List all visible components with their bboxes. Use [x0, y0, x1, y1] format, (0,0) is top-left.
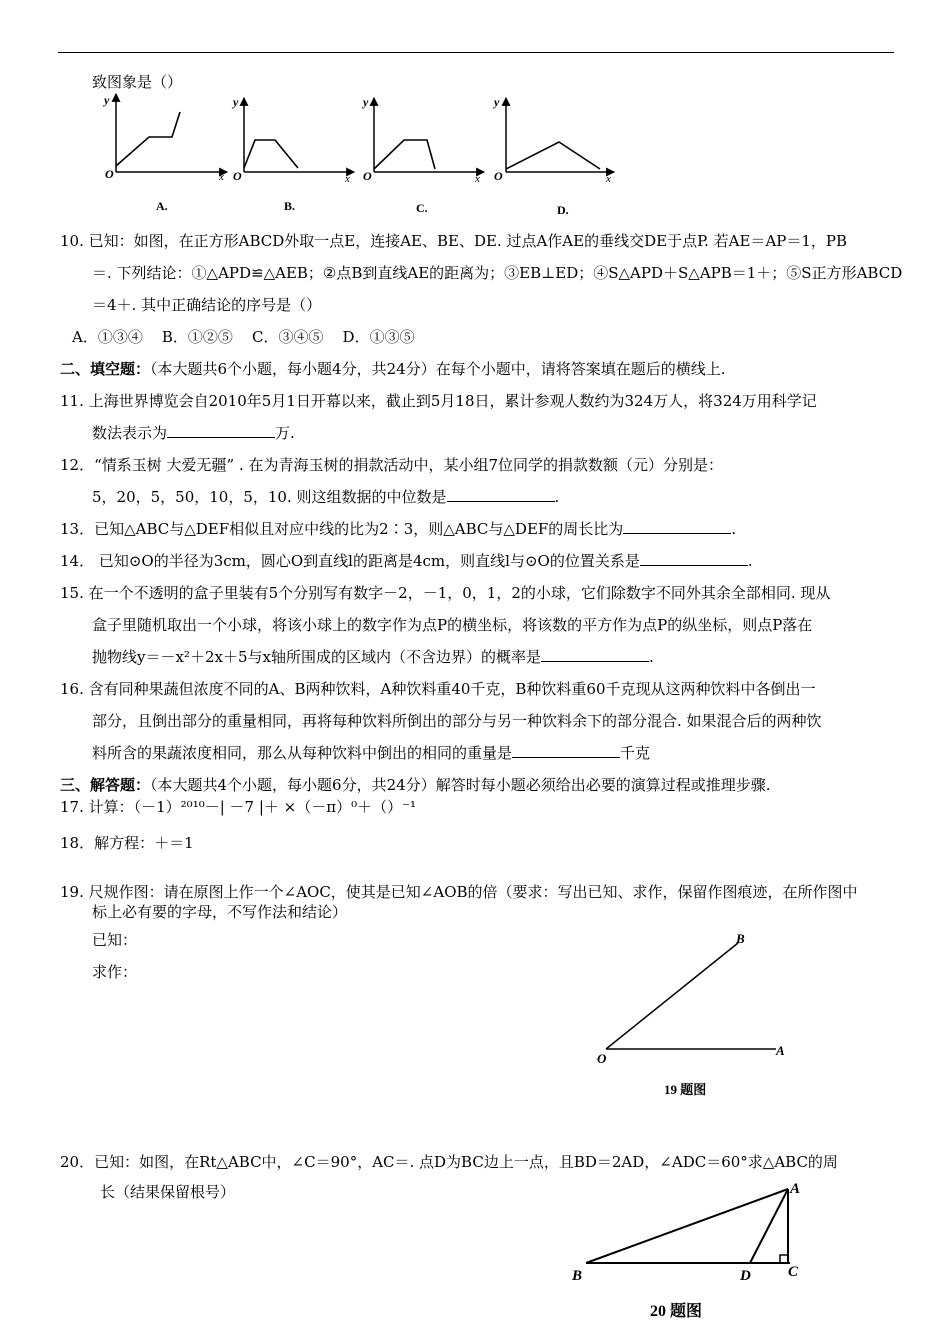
q11-text: 数法表示为 — [92, 424, 168, 442]
q15-end: . — [648, 648, 654, 666]
q16-text: 料所含的果蔬浓度相同，那么从每种饮料中倒出的相同的重量是 — [92, 744, 513, 762]
graph-a-y: y — [104, 93, 110, 107]
graph-a-o: O — [105, 167, 114, 181]
q16-line3 — [92, 743, 650, 763]
q20-figure — [568, 1175, 818, 1285]
q11-unit: 万. — [275, 424, 295, 442]
graph-b-o: O — [233, 169, 242, 183]
q20-label-a: A — [790, 1181, 801, 1197]
q14-answer-blank[interactable] — [640, 551, 748, 566]
graph-b-x: x — [345, 173, 350, 185]
header-rule — [58, 52, 894, 53]
q11-answer-blank[interactable] — [167, 423, 275, 438]
section-2-title: 二、填空题： — [60, 360, 151, 378]
q10-options: A．①③④ B．①②⑤ C．③④⑤ D．①③⑤ — [72, 328, 415, 346]
q10-line3: ＝4＋. 其中正确结论的序号是（） — [92, 296, 322, 314]
graph-c-label: C. — [416, 201, 428, 215]
q13-text: 13．已知△ABC与△DEF相似且对应中线的比为2∶3，则△ABC与△DEF的周长比为 — [60, 520, 624, 538]
q20-caption: 20 题图 — [650, 1303, 703, 1320]
q13 — [60, 519, 736, 539]
section-3-desc: （本大题共4个小题，每小题6分，共24分）解答时每小题必须给出必要的演算过程或推理步骤. — [150, 776, 771, 794]
q11-line1: 11. 上海世界博览会自2010年5月1日开幕以来，截止到5月18日，累计参观人数约为324万人，将324万用科学记 — [60, 392, 817, 410]
section-2-desc: （本大题共6个小题，每小题4分，共24分）在每个小题中，请将答案填在题后的横线上. — [150, 360, 726, 378]
graph-c-o: O — [363, 169, 372, 183]
q12-text: 5，20，5，50，10，5，10. 则这组数据的中位数是 — [92, 488, 447, 506]
q15-line1: 15. 在一个不透明的盒子里装有5个分别写有数字－2，－1，0，1，2的小球，它们除数字不同外其余全部相同. 现从 — [60, 584, 831, 602]
graph-c-x: x — [475, 173, 480, 185]
graph-a-label: A. — [156, 199, 168, 213]
q15-answer-blank[interactable] — [541, 647, 649, 662]
q15-line3 — [92, 647, 654, 667]
q20-line2: 长（结果保留根号） — [100, 1183, 236, 1201]
q19-line2: 标上必有要的字母，不写作法和结论） — [92, 903, 348, 921]
q16-line2: 部分，且倒出部分的重量相同，再将每种饮料所倒出的部分与另一种饮料余下的部分混合. 如果混合后的两种饮 — [92, 712, 822, 730]
q20-line1: 20．已知：如图，在Rt△ABC中，∠C＝90°，AC＝. 点D为BC边上一点，且BD＝2AD，∠ADC＝60°求△ABC的周 — [60, 1153, 838, 1171]
graph-b — [231, 95, 354, 213]
q12-end: . — [554, 488, 560, 506]
q19-label-b: B — [736, 931, 745, 946]
q18: 18．解方程：＋＝1 — [60, 834, 194, 852]
graph-d-o: O — [494, 169, 503, 183]
graph-d-y: y — [494, 95, 500, 109]
section-3-title: 三、解答题： — [60, 776, 151, 794]
q15-text: 抛物线y＝－x²＋2x＋5与x轴所围成的区域内（不含边界）的概率是 — [92, 648, 541, 666]
section-3-heading — [60, 775, 770, 795]
q17: 17. 计算：（－1）²⁰¹⁰－| －7 |＋ ×（－π）⁰＋（）⁻¹ — [60, 798, 417, 816]
q11-line2 — [92, 423, 295, 443]
q13-end: . — [731, 520, 737, 538]
q12-line2 — [92, 487, 559, 507]
q9-graphs — [92, 92, 632, 220]
q19-caption: 19 题图 — [664, 1082, 707, 1097]
q16-answer-blank[interactable] — [512, 743, 620, 758]
q12-answer-blank[interactable] — [447, 487, 555, 502]
graph-b-y: y — [233, 95, 239, 109]
graph-a-x: x — [219, 171, 224, 183]
graph-b-label: B. — [284, 199, 296, 213]
graph-c-y: y — [363, 95, 369, 109]
q16-line1: 16. 含有同种果蔬但浓度不同的A、B两种饮料，A种饮料重40千克，B种饮料重60千克现从这两种饮料中各倒出一 — [60, 680, 816, 698]
q19-make: 求作： — [92, 963, 138, 981]
q10-line1: 10. 已知：如图，在正方形ABCD外取一点E，连接AE、BE、DE. 过点A作AE的垂线交DE于点P. 若AE＝AP＝1，PB — [60, 232, 848, 250]
q10-line2: ＝. 下列结论：①△APD≌△AEB；②点B到直线AE的距离为；③EB⊥ED；④S△APD＋S△APB＝1＋；⑤S正方形ABCD — [92, 264, 903, 282]
q19-line1: 19. 尺规作图：请在原图上作一个∠AOC，使其是已知∠AOB的倍（要求：写出已知、求作，保留作图痕迹，在所作图中 — [60, 883, 858, 901]
section-2-heading — [60, 359, 725, 379]
q19-label-a: A — [776, 1043, 785, 1058]
q20-label-c: C — [788, 1264, 799, 1280]
q15-line2: 盒子里随机取出一个小球，将该小球上的数字作为点P的横坐标，将该数的平方作为点P的纵坐标，则点P落在 — [92, 616, 813, 634]
q20-label-d: D — [740, 1268, 751, 1284]
graph-d-label: D. — [557, 203, 569, 217]
q13-answer-blank[interactable] — [623, 519, 731, 534]
q19-known: 已知： — [92, 931, 138, 949]
graph-c — [361, 95, 484, 215]
q9-tail: 致图象是（） — [92, 73, 183, 91]
q14-text: 14． 已知⊙O的半径为3cm，圆心O到直线l的距离是4cm，则直线l与⊙O的位置关系是 — [60, 552, 640, 570]
graph-a — [102, 93, 227, 213]
q20-label-b: B — [572, 1268, 583, 1284]
q19-figure — [590, 925, 800, 1075]
q14 — [60, 551, 753, 571]
q16-unit: 千克 — [620, 744, 651, 762]
q19-label-o: O — [597, 1051, 607, 1066]
q12-line1: 12．“情系玉树 大爱无疆” . 在为青海玉树的捐款活动中，某小组7位同学的捐款数额（元）分别是： — [60, 456, 724, 474]
graph-d-x: x — [606, 173, 611, 185]
q14-end: . — [747, 552, 753, 570]
graph-d — [492, 95, 614, 217]
